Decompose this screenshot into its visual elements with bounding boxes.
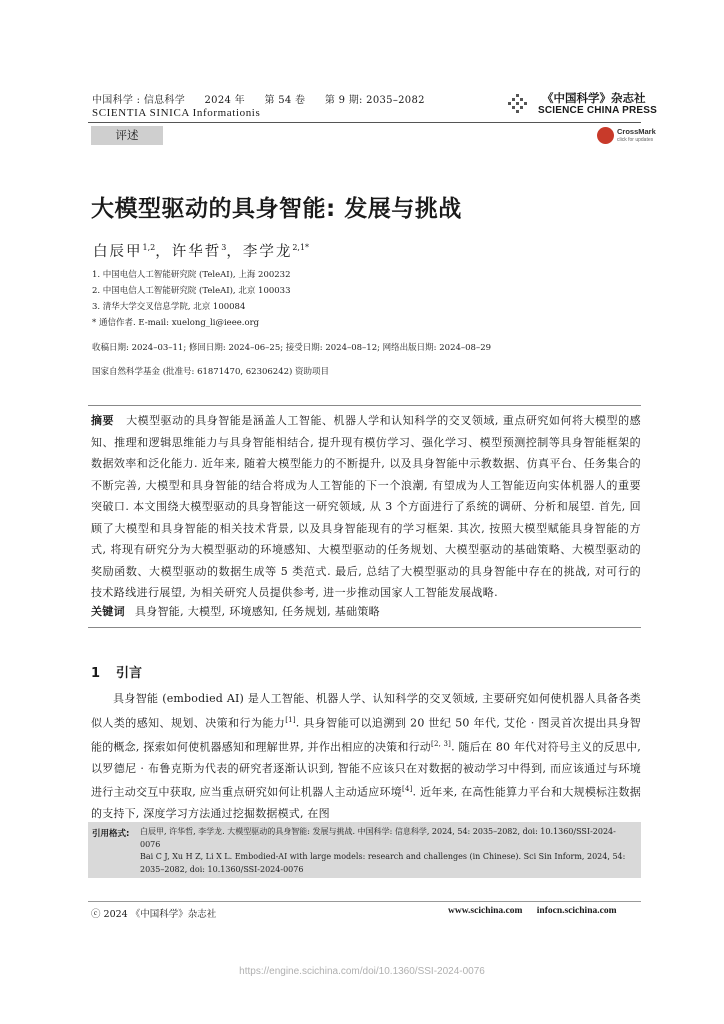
keywords-text: 具身智能, 大模型, 环境感知, 任务规划, 基础策略 (134, 605, 380, 618)
article-category-tag: 评述 (91, 126, 163, 145)
abstract-text: 大模型驱动的具身智能是涵盖人工智能、机器人学和认知科学的交叉领域, 重点研究如何将大模型的感知、推理和逻辑思维能力与具身智能相结合, 提升现有模仿学习、强化学习、模型预测控制等具身智能框架的数据效率和泛化能力. 近年来, 随着大模型能力的不断提升, 以及具身智能中示教数据、仿真平台、任务集合的不断完善, 大模型和具身智能的结合将成为人工智能的下一个浪潮, 有望成为人工智能迈向实体机器人的重要突破口. 本文围绕大模型驱动的具身智能这一研究领域, 从 3 个方面进行了系统的调研、分析和展望. 首先, 回顾了大模型和具身智能的相关技术背景, 以及具身智能现有的学习框架. 其次, 按照大模型赋能具身智能的方式, 将现有研究分为大模型驱动的环境感知、大模型驱动的任务规划、大模型驱动的基础策略、大模型驱动的奖励函数、大模型驱动的数据生成等 5 类范式. 最后, 总结了大模型驱动的具身智能中存在的挑战, 对可行的技术路线进行展望, 为相关研究人员提供参考, 进一步推动国家人工智能发展战略. (91, 414, 641, 599)
abstract-label: 摘要 (91, 414, 115, 427)
footer-rule (88, 901, 641, 902)
journal-name-cn: 中国科学 : 信息科学 (92, 95, 186, 106)
author-affil-sup: 2,1* (292, 243, 310, 253)
author-separator: ， (155, 244, 172, 260)
abstract-top-rule (88, 405, 641, 406)
footer-link-scichina[interactable]: www.scichina.com (448, 906, 523, 916)
footer-links (448, 906, 617, 916)
intro-text: 具身智能 (embodied AI) 是人工智能、机器人学、认知科学的交叉领域, 主要研究如何使机器人具备各类似人类的感知、规划、决策和行为能力 (91, 692, 641, 730)
header-rule (88, 122, 641, 123)
journal-year: 2024 年 (204, 95, 245, 106)
section-heading (91, 662, 142, 681)
author-name: 许华哲 (171, 244, 222, 260)
footer-link-infocn[interactable]: infocn.scichina.com (536, 906, 617, 916)
journal-issue-pages: 第 9 期: 2035–2082 (324, 95, 425, 106)
affiliation-line: 1. 中国电信人工智能研究院 (TeleAI), 上海 200232 (92, 270, 291, 280)
citation-ref[interactable]: [1] (285, 715, 296, 724)
intro-text: . 近年来, 在高性能算力平台和大规模标注数据的支持下, 深度学习方法通过挖掘数据模式, 在图 (91, 785, 641, 821)
corresponding-author: * 通信作者. E-mail: xuelong_li@ieee.org (92, 318, 260, 328)
publisher-name-en: SCIENCE CHINA PRESS (538, 105, 658, 116)
author-affil-sup: 1,2 (142, 243, 156, 253)
crossmark-sublabel: click for updates (617, 137, 654, 143)
citation-ref[interactable]: [4] (402, 785, 413, 794)
section-title: 引言 (116, 666, 143, 681)
funding-info: 国家自然科学基金 (批准号: 61871470, 62306242) 资助项目 (92, 367, 330, 377)
publication-dates: 收稿日期: 2024–03–11; 修回日期: 2024–06–25; 接受日期: 2024–08–12; 网络出版日期: 2024–08–29 (92, 343, 492, 353)
abstract-bottom-rule (88, 627, 641, 628)
author-affil-sup: 3 (221, 243, 227, 253)
keywords-block (91, 603, 380, 619)
copyright-text: ⓒ 2024 《中国科学》杂志社 (91, 909, 217, 920)
journal-header (92, 91, 441, 106)
affiliation-line: 2. 中国电信人工智能研究院 (TeleAI), 北京 100033 (92, 286, 291, 296)
citation-box (88, 822, 641, 878)
author-name: 白辰甲 (93, 244, 143, 260)
author-name: 李学龙 (242, 244, 293, 260)
author-list (93, 240, 309, 261)
journal-name-en: SCIENTIA SINICA Informationis (92, 107, 261, 119)
affiliation-line: 3. 清华大学交叉信息学院, 北京 100084 (92, 302, 246, 312)
intro-text: . 具身智能可以追溯到 20 世纪 50 年代, 艾伦 · 图灵首次提出具身智能的概念, 探索如何使机器感知和理解世界, 并作出相应的决策和行动 (91, 716, 641, 754)
publisher-diamond-icon (506, 92, 530, 116)
journal-volume: 第 54 卷 (264, 95, 306, 106)
crossmark-badge[interactable] (597, 125, 656, 147)
publisher-logo (500, 90, 658, 120)
intro-paragraph (91, 688, 641, 825)
citation-cn: 白辰甲, 许华哲, 李学龙. 大模型驱动的具身智能: 发展与挑战. 中国科学: 信息科学, 2024, 54: 2035–2082, doi: 10.1360/SSI-2024-0076 (140, 827, 616, 849)
paper-title: 大模型驱动的具身智能: 发展与挑战 (91, 196, 462, 222)
abstract-block (91, 410, 641, 604)
citation-en: Bai C J, Xu H Z, Li X L. Embodied-AI with large models: research and challenges (in Chinese). Sci Sin Inform, 2024, 54: 2035–2082, doi: 10.1360/SSI-2024-0076 (140, 852, 626, 874)
keywords-label: 关键词 (91, 605, 125, 618)
citation-ref[interactable]: [2, 3] (431, 739, 452, 748)
crossmark-label: CrossMark (617, 127, 656, 136)
section-number: 1 (91, 666, 101, 681)
citation-label: 引用格式: (92, 829, 130, 839)
doi-url-watermark[interactable]: https://engine.scichina.com/doi/10.1360/SSI-2024-0076 (239, 966, 485, 977)
publisher-name-cn: 《中国科学》杂志社 (542, 91, 646, 105)
author-separator: ， (226, 244, 243, 260)
citation-body (140, 826, 636, 876)
intro-text: . 随后在 80 年代对符号主义的反思中, 以罗德尼 · 布鲁克斯为代表的研究者逐渐认识到, 智能不应该只在对数据的被动学习中得到, 而应该通过与环境进行主动交互中获取, 应当重点研究如何让机器人主动适应环境 (91, 740, 641, 799)
crossmark-icon (597, 127, 614, 144)
